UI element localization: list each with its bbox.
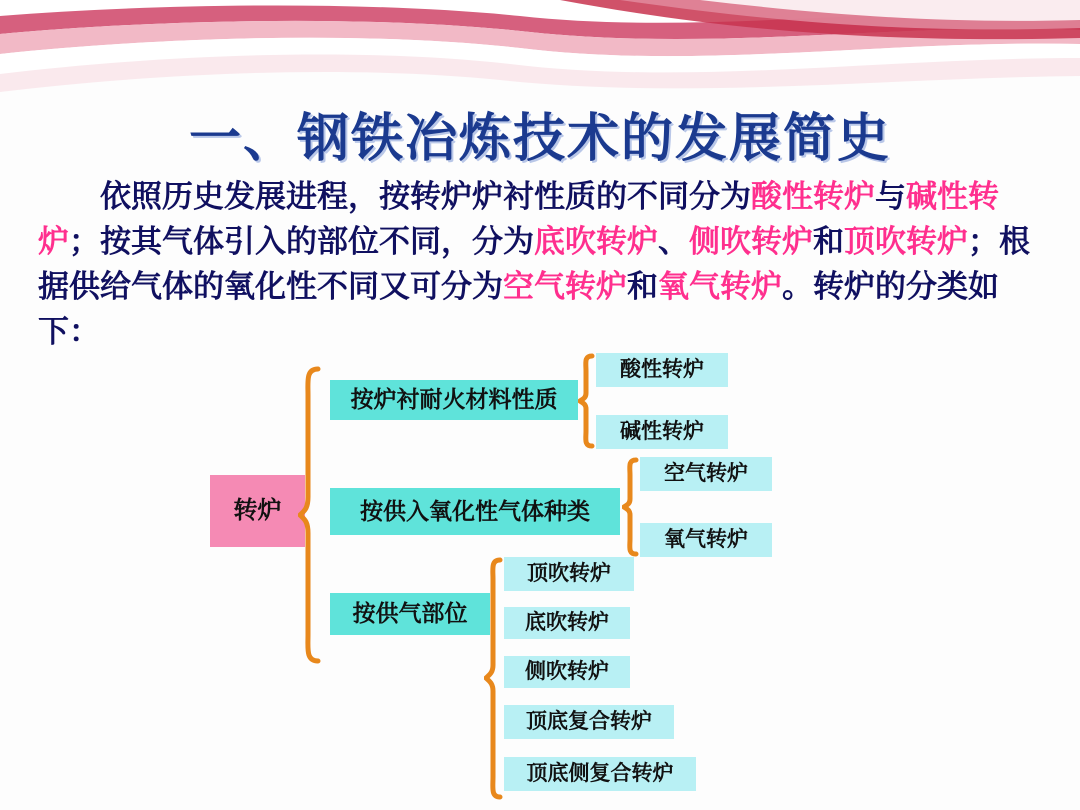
- diagram-root-node: 转炉: [210, 475, 305, 547]
- paragraph-seg-10: ；根据供给气体的氧化性不同又可分为: [38, 223, 1030, 304]
- diagram-leaf-1-2: 碱性转炉: [596, 415, 728, 449]
- diagram-leaf-2-2: 氧气转炉: [640, 523, 772, 557]
- diagram-leaf-3-5: 顶底侧复合转炉: [504, 757, 696, 791]
- diagram-branch-node-2: 按供入氧化性气体种类: [330, 488, 620, 535]
- paragraph-seg-11: 空气转炉: [503, 268, 627, 304]
- paragraph-seg-4: ；按其气体引入的部位不同，分为: [69, 223, 534, 259]
- diagram-leaf-3-1: 顶吹转炉: [504, 557, 634, 591]
- paragraph-seg-9: 顶吹转炉: [844, 223, 968, 259]
- branch-2-brace: [622, 457, 642, 557]
- paragraph-seg-7: 侧吹转炉: [689, 223, 813, 259]
- paragraph-seg-13: 氧气转炉: [658, 268, 782, 304]
- paragraph-seg-1: 酸性转炉: [751, 179, 875, 214]
- page-title: 一、钢铁冶炼技术的发展简史: [188, 111, 891, 168]
- diagram-branch-node-1: 按炉衬耐火材料性质: [330, 380, 578, 420]
- classification-diagram: [0, 345, 1080, 810]
- diagram-leaf-2-1: 空气转炉: [640, 457, 772, 491]
- branch-1-brace: [578, 353, 598, 449]
- branch-3-brace: [484, 557, 506, 801]
- root-brace: [298, 365, 324, 665]
- paragraph-seg-3: 碱性转炉: [38, 179, 999, 259]
- diagram-branch-node-3: 按供气部位: [330, 593, 490, 635]
- paragraph-seg-12: 和: [627, 268, 658, 304]
- diagram-leaf-1-1: 酸性转炉: [596, 353, 728, 387]
- diagram-leaf-3-3: 侧吹转炉: [504, 656, 630, 688]
- paragraph-seg-14: 。转炉的分类如下：: [38, 268, 999, 349]
- diagram-leaf-3-2: 底吹转炉: [504, 607, 630, 639]
- paragraph-seg-0: 依照历史发展进程，按转炉炉衬性质的不同分为: [100, 179, 751, 214]
- paragraph-seg-2: 与: [875, 179, 906, 214]
- paragraph-seg-5: 底吹转炉: [534, 223, 658, 259]
- body-paragraph: [38, 175, 1046, 355]
- paragraph-seg-8: 和: [813, 223, 844, 259]
- diagram-leaf-3-4: 顶底复合转炉: [504, 705, 674, 739]
- paragraph-seg-6: 、: [658, 223, 689, 259]
